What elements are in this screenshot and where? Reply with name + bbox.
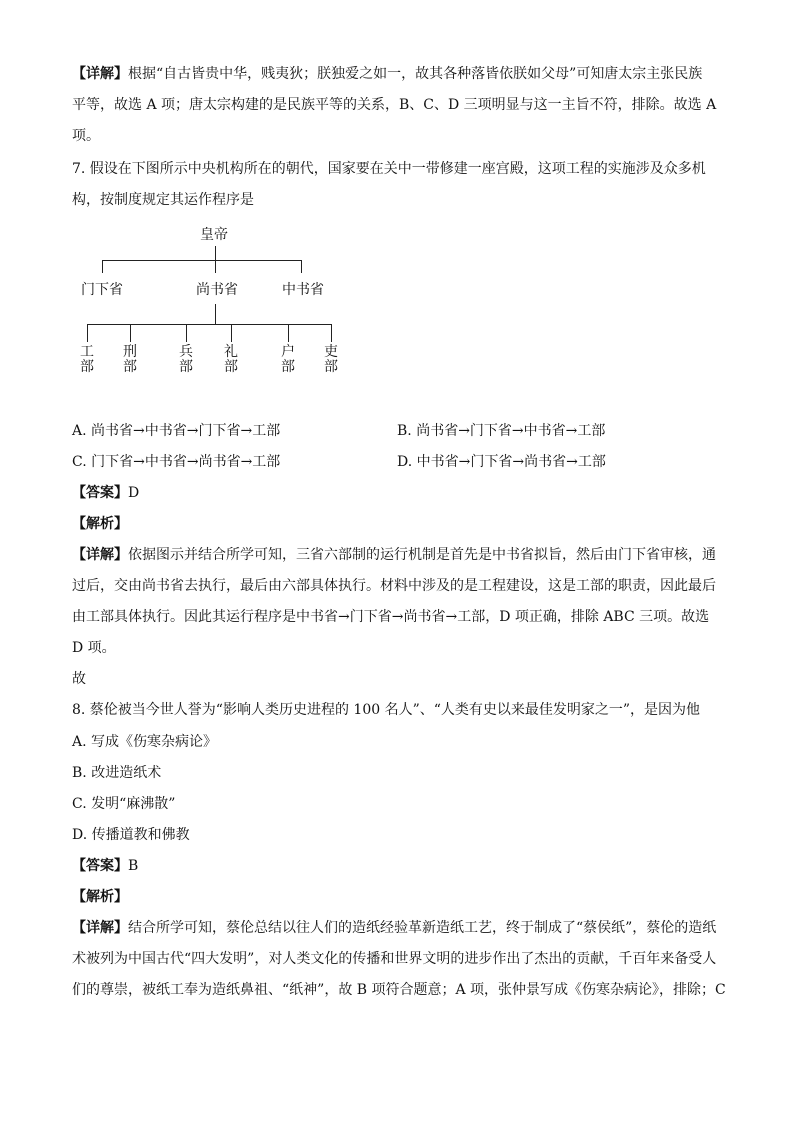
dept-hu-c1: 户 <box>281 344 295 360</box>
q7-stem-line-1: 7. 假设在下图所示中央机构所在的朝代，国家要在关中一带修建一座宫殿，这项工程的实施涉及众多机 <box>72 161 706 177</box>
detail-line-2: 平等，故选 A 项；唐太宗构建的是民族平等的关系，B、C、D 三项明显与这一主旨不符，排除。故选 A <box>72 97 717 113</box>
connector <box>102 260 301 261</box>
q7-option-d: D. 中书省→门下省→尚书省→工部 <box>397 454 606 470</box>
q7-analysis-tag: 【解析】 <box>72 516 128 532</box>
q7-detail-line-5: 故 <box>72 671 86 687</box>
q8-option-c: C. 发明“麻沸散” <box>72 796 176 812</box>
zhongshu-label: 中书省 <box>282 282 324 298</box>
q7-option-a: A. 尚书省→中书省→门下省→工部 <box>72 423 281 439</box>
dept-gong-c1: 工 <box>80 344 94 360</box>
shangshu-label: 尚书省 <box>196 282 238 298</box>
q8-detail-line-2: 术被列为中国古代“四大发明”，对人类文化的传播和世界文明的进步作出了杰出的贡献，千百年来备受人 <box>72 951 717 967</box>
q8-analysis-tag: 【解析】 <box>72 889 128 905</box>
detail-tag: 【详解】 <box>72 66 128 82</box>
q8-option-d: D. 传播道教和佛教 <box>72 827 190 843</box>
dept-bing-c2: 部 <box>179 359 193 375</box>
connector <box>102 260 103 273</box>
q7-detail-line-2: 过后，交由尚书省去执行，最后由六部具体执行。材料中涉及的是工程建设，这是工部的职责，因此最后 <box>72 578 716 594</box>
q8-detail-line-1 <box>72 918 716 938</box>
connector <box>215 260 216 273</box>
detail-text: 依据图示并结合所学可知，三省六部制的运行机制是首先是中书省拟旨，然后由门下省审核，通 <box>128 547 716 563</box>
q7-answer <box>72 483 139 503</box>
connector <box>215 246 216 260</box>
q8-option-a: A. 写成《伤寒杂病论》 <box>72 734 218 750</box>
q7-detail-line-3: 由工部具体执行。因此其运行程序是中书省→门下省→尚书省→工部，D 项正确，排除 ABC 三项。故选 <box>72 609 710 625</box>
q7-option-c: C. 门下省→中书省→尚书省→工部 <box>72 454 281 470</box>
answer-value: D <box>128 485 140 501</box>
detail-line-3: 项。 <box>72 128 100 144</box>
detail-text: 根据“自古皆贵中华，贱夷狄；朕独爱之如一，故其各种落皆依朕如父母”可知唐太宗主张民族 <box>128 66 703 82</box>
detail-text: 结合所学可知，蔡伦总结以往人们的造纸经验革新造纸工艺，终于制成了“蔡侯纸”，蔡伦的造纸 <box>128 920 717 936</box>
connector <box>186 324 187 342</box>
connector <box>87 324 88 342</box>
connector <box>231 324 232 342</box>
q8-stem: 8. 蔡伦被当今世人誉为“影响人类历史进程的 100 名人”、“人类有史以来最佳发明家之一”，是因为他 <box>72 702 701 718</box>
q8-option-b: B. 改进造纸术 <box>72 765 162 781</box>
dept-bing-c1: 兵 <box>179 344 193 360</box>
detail-tag: 【详解】 <box>72 920 128 936</box>
connector <box>288 324 289 342</box>
dept-xing-c1: 刑 <box>123 344 137 360</box>
emperor-label: 皇帝 <box>200 227 228 243</box>
answer-tag: 【答案】 <box>72 485 128 501</box>
connector <box>301 260 302 273</box>
menxia-label: 门下省 <box>81 282 123 298</box>
dept-li-c1: 礼 <box>224 344 238 360</box>
connector <box>215 304 216 324</box>
q7-option-b: B. 尚书省→门下省→中书省→工部 <box>397 423 606 439</box>
q7-stem-line-2: 构，按制度规定其运作程序是 <box>72 192 254 208</box>
connector <box>331 324 332 342</box>
dept-xing-c2: 部 <box>123 359 137 375</box>
dept-li2-c2: 部 <box>324 359 338 375</box>
answer-value: B <box>128 858 139 874</box>
dept-li-c2: 部 <box>224 359 238 375</box>
detail-line-1 <box>72 64 702 84</box>
q7-detail-line-1 <box>72 545 716 565</box>
dept-hu-c2: 部 <box>281 359 295 375</box>
q8-detail-line-3: 们的尊崇，被纸工奉为造纸鼻祖、“纸神”，故 B 项符合题意；A 项，张仲景写成《伤寒杂病论》，排除；C <box>72 982 726 998</box>
connector <box>87 324 331 325</box>
detail-tag: 【详解】 <box>72 547 128 563</box>
dept-gong-c2: 部 <box>80 359 94 375</box>
dept-li2-c1: 吏 <box>324 344 338 360</box>
q8-answer <box>72 856 138 876</box>
connector <box>130 324 131 342</box>
q7-detail-line-4: D 项。 <box>72 640 116 656</box>
answer-tag: 【答案】 <box>72 858 128 874</box>
